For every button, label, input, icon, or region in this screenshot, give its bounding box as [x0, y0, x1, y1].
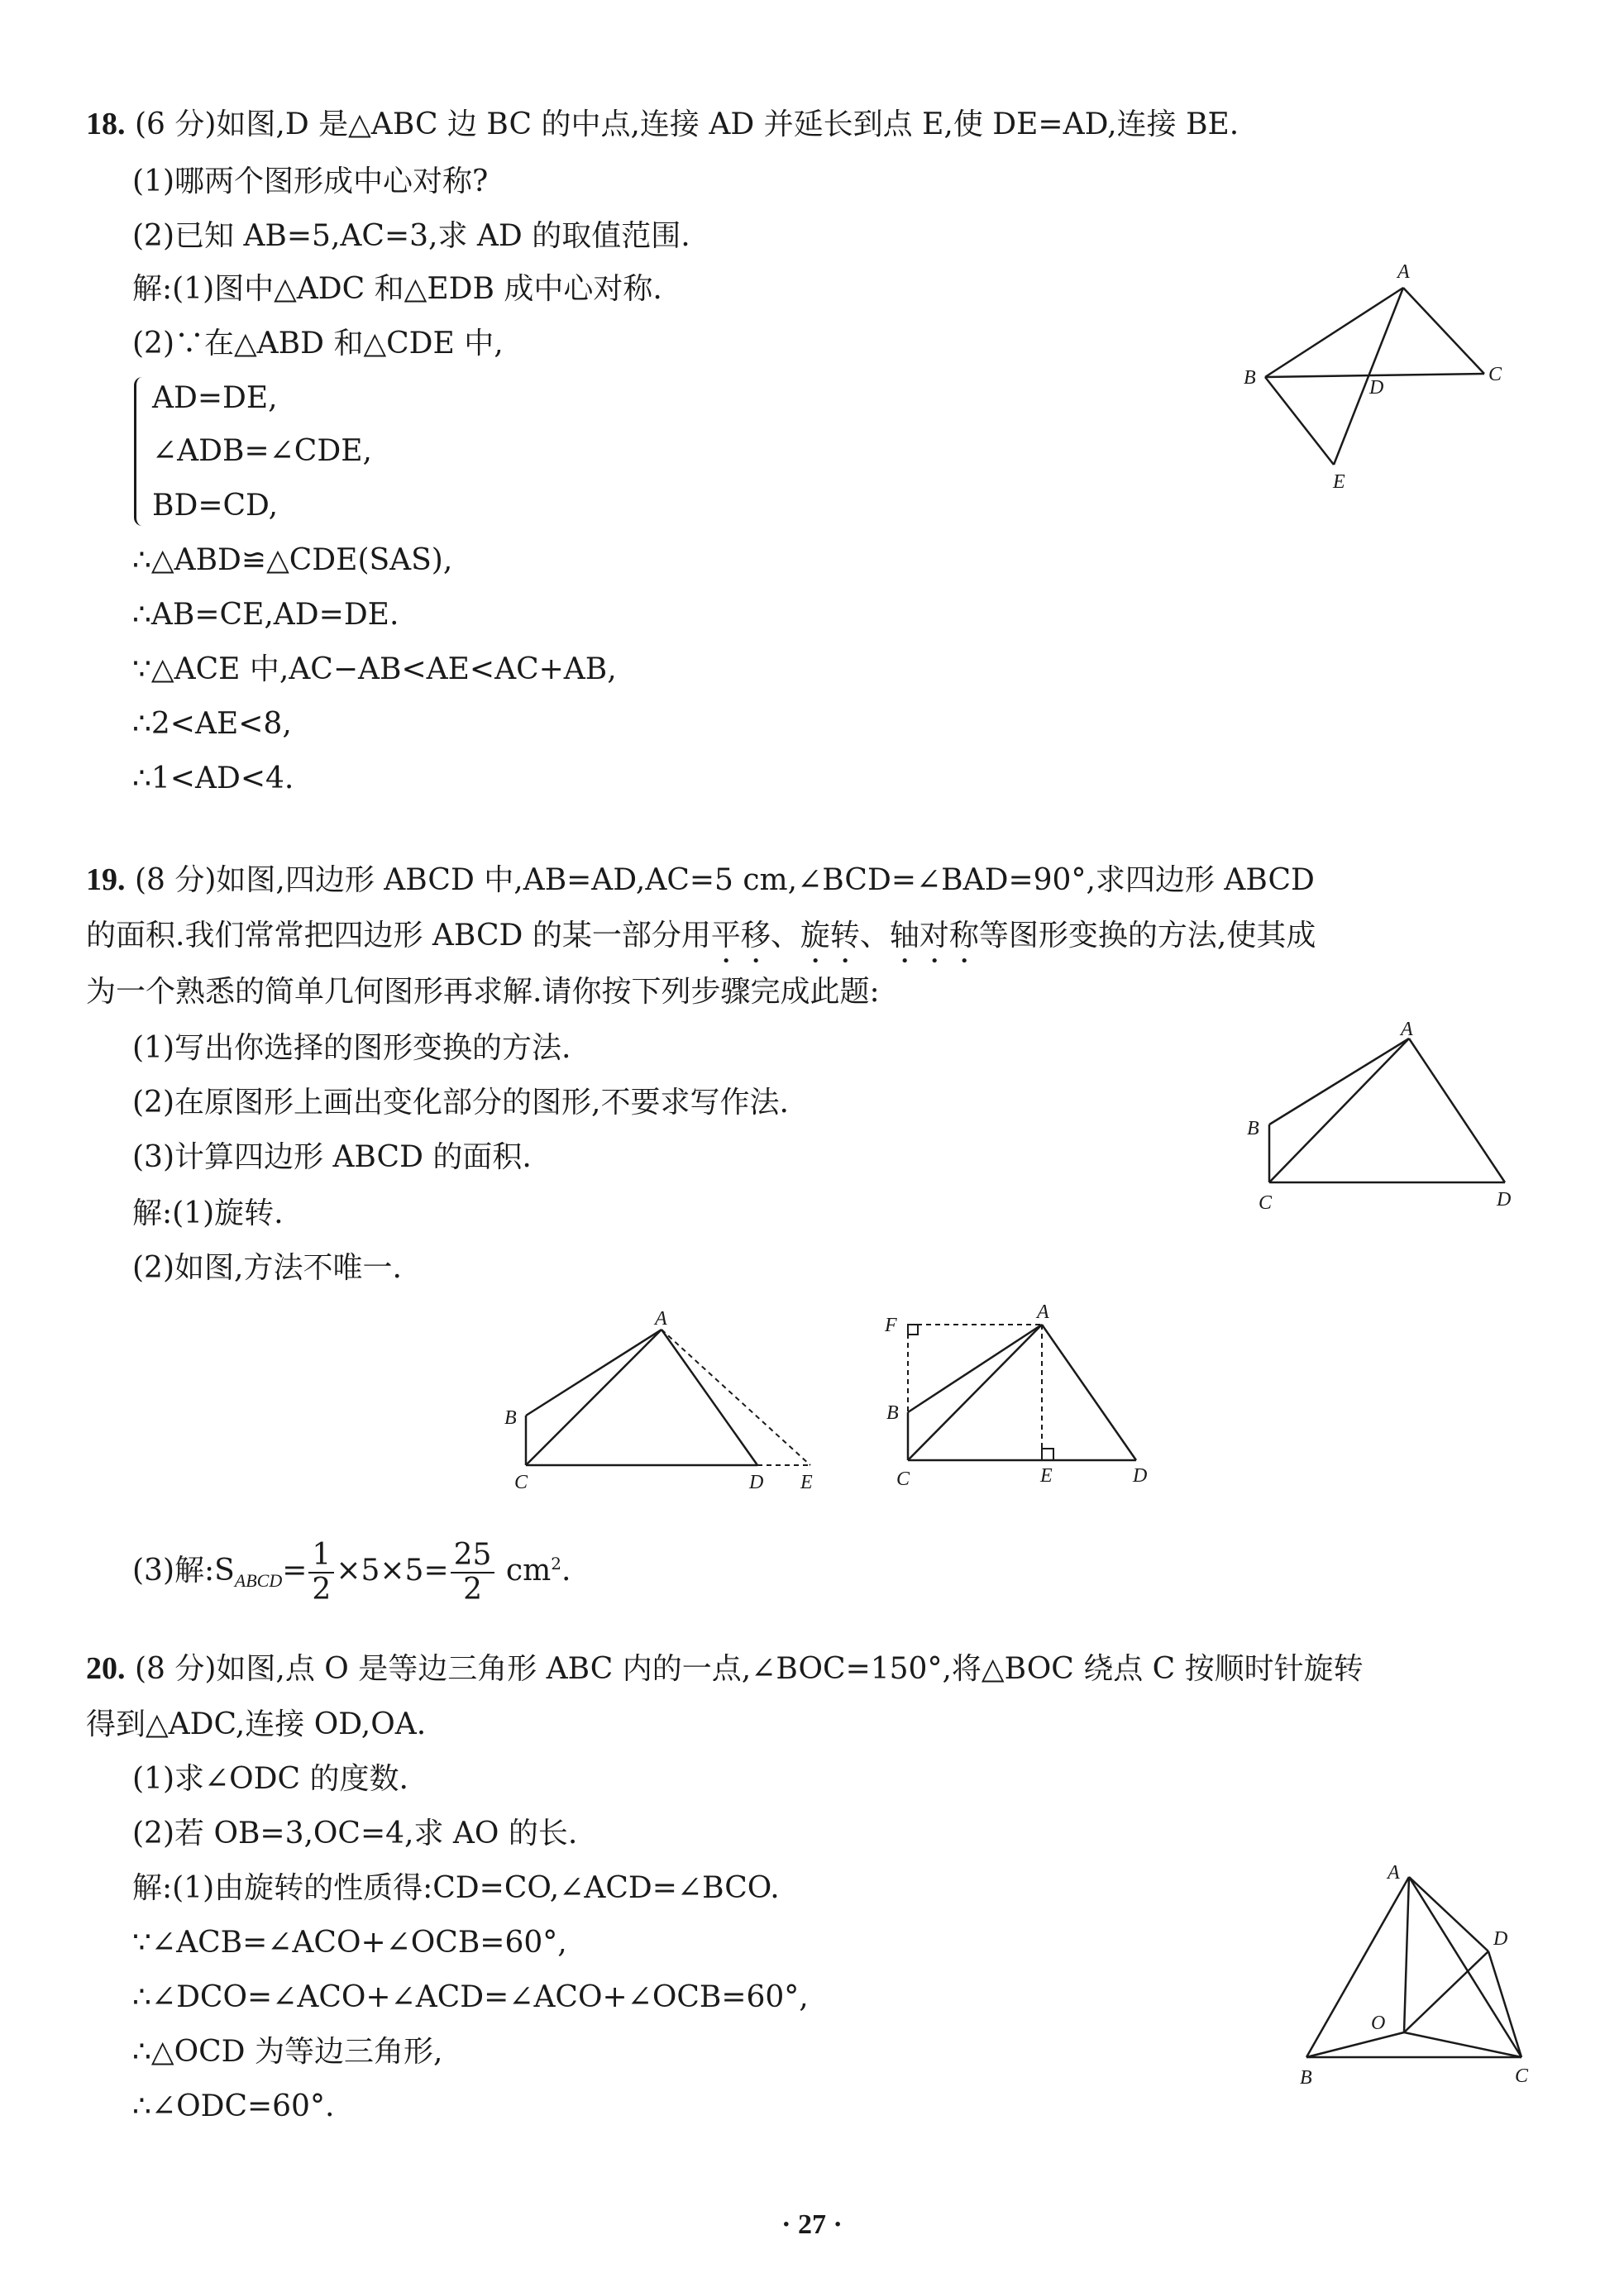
- q19-main-label-c: C: [1259, 1192, 1273, 1214]
- q19-stem2: [86, 916, 1316, 970]
- q19-s1-label-e: E: [800, 1472, 813, 1493]
- q18-seg-ab: [1265, 288, 1403, 377]
- q19-sol3-sup: 2: [551, 1554, 561, 1573]
- q18-sol1: 解:(1)图中△ADC 和△EDB 成中心对称.: [132, 272, 662, 306]
- q19-sol3-prefix: (3)解:S: [132, 1554, 235, 1588]
- q19-s2-seg-ac: [908, 1325, 1042, 1460]
- q20-label-o: O: [1371, 2013, 1386, 2034]
- q19-sol1: 解:(1)旋转.: [132, 1196, 284, 1230]
- q20-sol3: ∴∠DCO=∠ACO+∠ACD=∠ACO+∠OCB=60°,: [132, 1980, 809, 2014]
- q19-s2-label-f: F: [885, 1315, 897, 1336]
- q18-step2: ∴AB=CE,AD=DE.: [132, 598, 399, 632]
- q19-number: 19.: [86, 862, 126, 897]
- q19-sol3-mid: ×5×5=: [336, 1554, 449, 1588]
- q20-sol2: ∵∠ACB=∠ACO+∠OCB=60°,: [132, 1926, 567, 1960]
- q19-sol3-sub: ABCD: [234, 1570, 283, 1592]
- q19-stem3: 为一个熟悉的简单几何图形再求解.请你按下列步骤完成此题:: [86, 975, 880, 1009]
- q19-main-seg-ad: [1409, 1039, 1505, 1182]
- q18-label-c: C: [1488, 364, 1502, 385]
- q20-sol1: 解:(1)由旋转的性质得:CD=CO,∠ACD=∠BCO.: [132, 1871, 780, 1905]
- q18-cond3: BD=CD,: [152, 489, 279, 523]
- q19-frac-half: [308, 1539, 334, 1607]
- q19-sol3-unit: cm: [505, 1554, 552, 1588]
- q18-number: 18.: [86, 107, 126, 141]
- q18-seg-be: [1265, 377, 1334, 465]
- q20-seg-ob: [1306, 2032, 1404, 2057]
- q19-frac-half-num: 1: [308, 1539, 334, 1573]
- q20-number: 20.: [86, 1651, 126, 1686]
- q18-part2: (2)已知 AB=5,AC=3,求 AD 的取值范围.: [132, 219, 690, 253]
- q18-sol2: (2)∵在△ABD 和△CDE 中,: [132, 327, 504, 361]
- q19-frac-result-den: 2: [463, 1573, 482, 1607]
- q19-stem2a: 的面积.我们常常把四边形 ABCD 的某一部分用: [86, 919, 711, 953]
- q19-s2-seg-ad: [1042, 1325, 1136, 1460]
- q20-stem: [86, 1649, 1364, 1689]
- q19-figure-sol1: [496, 1290, 827, 1497]
- q19-s2-right-angle-f: [908, 1325, 918, 1335]
- q18-label-b: B: [1244, 367, 1256, 389]
- q20-seg-oa: [1404, 1877, 1409, 2032]
- q19-s2-seg-ab: [908, 1325, 1042, 1412]
- q19-figure-main: [1232, 1014, 1530, 1220]
- q19-main-label-b: B: [1247, 1118, 1259, 1139]
- q18-seg-ac: [1403, 288, 1484, 374]
- q18-label-d: D: [1369, 377, 1384, 399]
- q18-stem-text: (6 分)如图,D 是△ABC 边 BC 的中点,连接 AD 并延长到点 E,使 DE=AD,连接 BE.: [134, 107, 1239, 141]
- q20-seg-ac: [1409, 1877, 1521, 2057]
- q19-stem2-emphasis: 平移、旋转、轴对称: [710, 919, 979, 953]
- q19-stem: [86, 860, 1315, 900]
- q19-s1-seg-ac: [526, 1330, 662, 1465]
- q19-s1-label-c: C: [514, 1472, 528, 1493]
- q19-sol3-end: .: [561, 1554, 571, 1588]
- q18-stem: [86, 104, 1239, 145]
- q19-s2-label-e: E: [1040, 1465, 1053, 1487]
- q19-figure-sol2: [876, 1290, 1174, 1497]
- q20-seg-dc: [1488, 1951, 1521, 2057]
- q20-part2: (2)若 OB=3,OC=4,求 AO 的长.: [132, 1817, 578, 1850]
- q19-s2-label-d: D: [1133, 1465, 1148, 1487]
- q19-s2-label-b: B: [886, 1402, 899, 1424]
- q19-sol2: (2)如图,方法不唯一.: [132, 1251, 402, 1285]
- q19-s1-label-d: D: [749, 1472, 764, 1493]
- q20-label-b: B: [1300, 2067, 1312, 2089]
- q19-sol3-eq: =: [282, 1554, 308, 1588]
- q19-s1-seg-ad: [662, 1330, 757, 1465]
- q19-frac-result: [451, 1539, 495, 1607]
- q19-part2: (2)在原图形上画出变化部分的图形,不要求写作法.: [132, 1086, 789, 1120]
- q20-part1: (1)求∠ODC 的度数.: [132, 1762, 408, 1796]
- q20-stem1-text: (8 分)如图,点 O 是等边三角形 ABC 内的一点,∠BOC=150°,将△BOC 绕点 C 按顺时针旋转: [134, 1652, 1364, 1686]
- q19-main-label-a: A: [1401, 1019, 1413, 1040]
- q18-part1: (1)哪两个图形成中心对称?: [132, 165, 489, 198]
- q20-label-d: D: [1493, 1928, 1508, 1950]
- q18-cond2: ∠ADB=∠CDE,: [152, 434, 372, 468]
- q18-step3: ∵△ACE 中,AC−AB<AE<AC+AB,: [132, 652, 617, 686]
- q19-s1-label-a: A: [655, 1308, 667, 1330]
- q20-seg-oc: [1404, 2032, 1521, 2057]
- page-number: · 27 ·: [781, 2209, 843, 2240]
- q20-label-c: C: [1515, 2065, 1529, 2087]
- q19-s2-right-angle-e: [1042, 1449, 1053, 1460]
- q20-figure: [1282, 1852, 1563, 2100]
- q18-figure: [1224, 248, 1521, 496]
- q20-sol4: ∴△OCD 为等边三角形,: [132, 2035, 443, 2069]
- q18-cond1: AD=DE,: [152, 381, 278, 415]
- q19-part3: (3)计算四边形 ABCD 的面积.: [132, 1140, 532, 1174]
- q19-s2-label-c: C: [896, 1468, 910, 1490]
- q20-seg-od: [1404, 1951, 1488, 2032]
- q18-label-a: A: [1397, 261, 1410, 283]
- q19-frac-result-num: 25: [451, 1539, 495, 1573]
- q18-brace: [134, 377, 146, 526]
- q19-sol3: [132, 1526, 571, 1618]
- q18-label-e: E: [1333, 471, 1345, 493]
- q20-seg-ab: [1306, 1877, 1409, 2057]
- q19-s1-label-b: B: [504, 1407, 517, 1429]
- q19-s2-label-a: A: [1037, 1301, 1049, 1323]
- q19-s1-seg-ab: [526, 1330, 662, 1416]
- q20-label-a: A: [1388, 1862, 1400, 1884]
- q19-s1-dash-ae: [662, 1330, 810, 1465]
- q19-stem1-text: (8 分)如图,四边形 ABCD 中,AB=AD,AC=5 cm,∠BCD=∠BAD=90°,求四边形 ABCD: [134, 863, 1315, 897]
- q19-part1: (1)写出你选择的图形变换的方法.: [132, 1031, 571, 1065]
- q18-step1: ∴△ABD≌△CDE(SAS),: [132, 543, 453, 577]
- q19-frac-half-den: 2: [312, 1573, 332, 1607]
- q18-step4: ∴2<AE<8,: [132, 707, 292, 741]
- q20-stem2: 得到△ADC,连接 OD,OA.: [86, 1707, 427, 1741]
- q19-main-label-d: D: [1497, 1189, 1512, 1211]
- q19-stem2c: 等图形变换的方法,使其成: [978, 919, 1316, 953]
- q20-sol5: ∴∠ODC=60°.: [132, 2089, 335, 2123]
- q18-step5: ∴1<AD<4.: [132, 762, 294, 795]
